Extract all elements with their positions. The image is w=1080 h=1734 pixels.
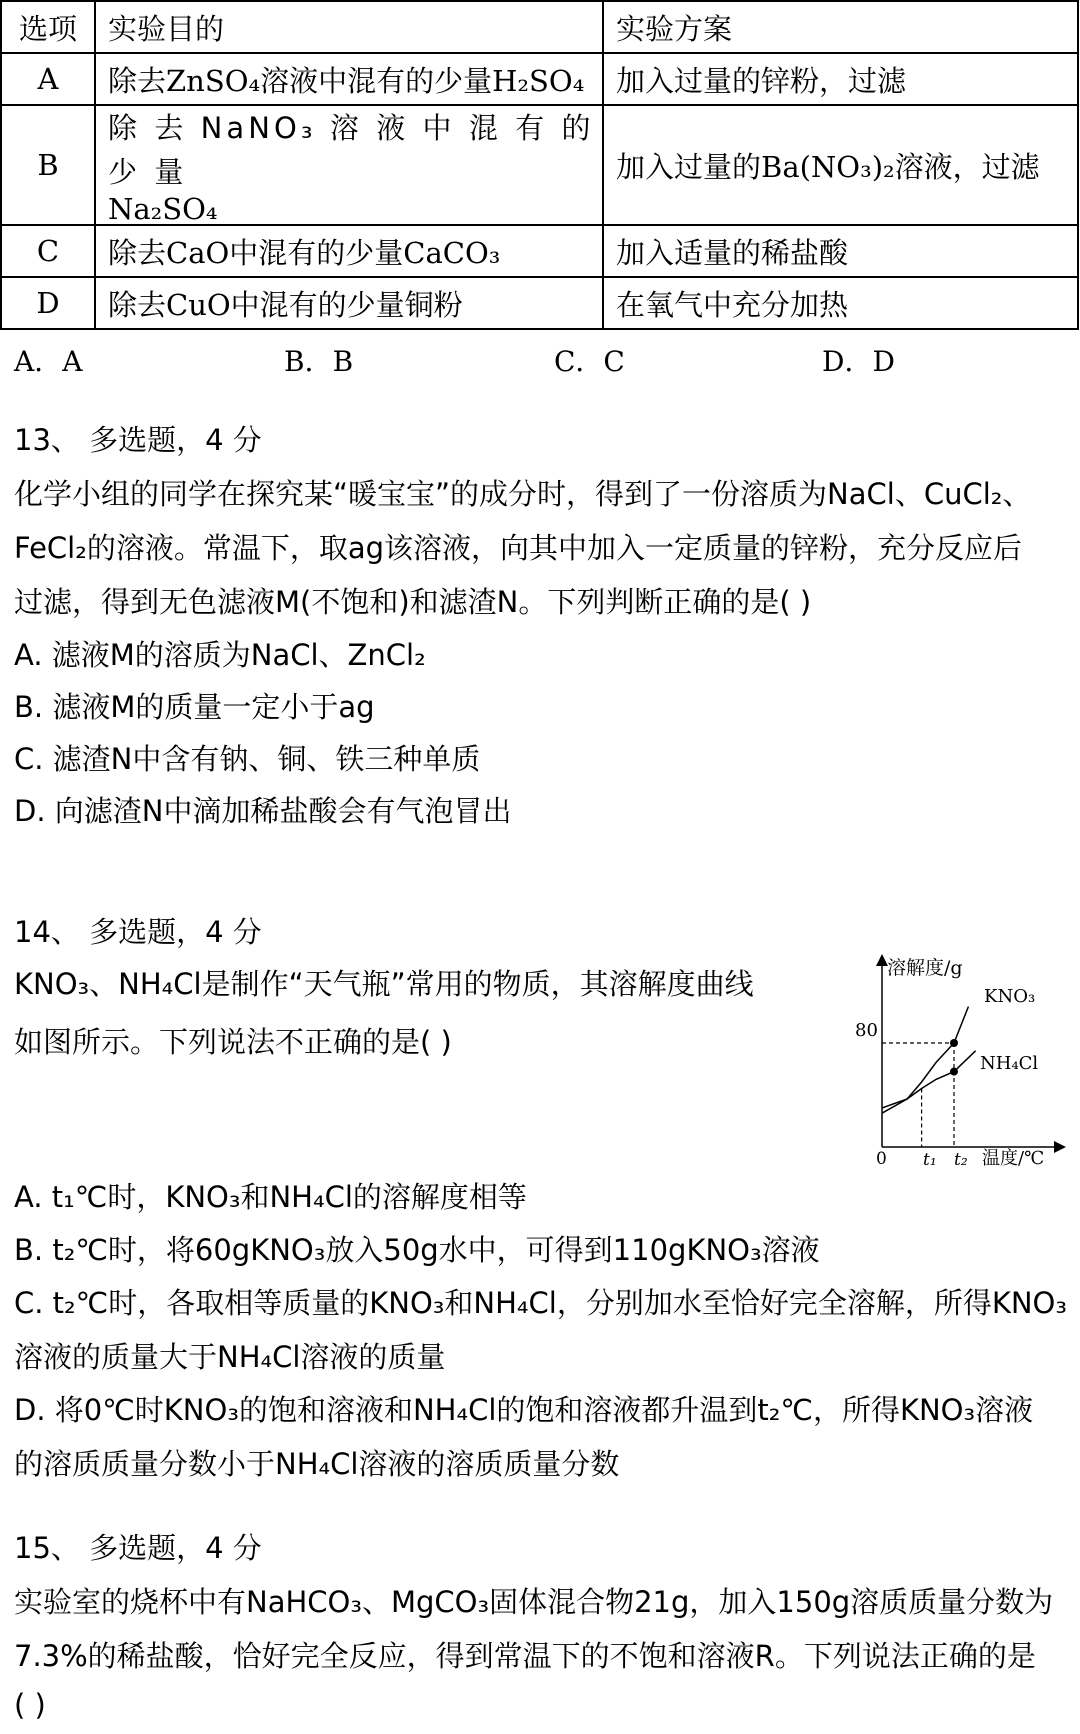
series-label-nh4cl: NH₄Cl [980, 1053, 1039, 1074]
chart-guides [882, 1043, 954, 1147]
x-axis-label: 温度/℃ [982, 1148, 1045, 1169]
row-purpose: 除去CuO中混有的少量铜粉 [95, 277, 603, 329]
table-row [1, 225, 1078, 277]
chem-formula: H₂SO₄ [492, 63, 585, 98]
q14-stem-line: KNO₃、NH₄Cl是制作“天气瓶”常用的物质，其溶解度曲线 [14, 967, 754, 1001]
q13-stem-line: 过滤，得到无色滤液M(不饱和)和滤渣N。下列判断正确的是( ) [14, 585, 812, 619]
chem-formula: CuO [166, 287, 231, 322]
series-label-kno3: KNO₃ [984, 986, 1036, 1007]
row-purpose: 除 去 NaNO₃ 溶 液 中 混 有 的 少 量 Na₂SO₄ [95, 105, 603, 225]
q15-stem-line: 7.3%的稀盐酸，恰好完全反应，得到常温下的不饱和溶液R。下列说法正确的是 [14, 1639, 1036, 1673]
q12-option-d[interactable]: D．D [822, 345, 895, 378]
q13-option-a[interactable]: A. 滤液M的溶质为NaCl、ZnCl₂ [14, 638, 426, 672]
q12-option-c[interactable]: C．C [554, 345, 625, 378]
q13-stem-line: FeCl₂的溶液。常温下，取ag该溶液，向其中加入一定质量的锌粉，充分反应后 [14, 531, 1023, 565]
row-option: C [1, 225, 95, 277]
row-option: A [1, 53, 95, 105]
row-method: 加入过量的锌粉，过滤 [603, 53, 1078, 105]
curve-kno3 [882, 1007, 968, 1114]
y-axis-label: 溶解度/g [887, 957, 963, 979]
x-tick-label-t1: t₁ [923, 1150, 937, 1170]
q14-option-d-cont: 的溶质质量分数小于NH₄Cl溶液的溶质质量分数 [14, 1447, 620, 1481]
q13-header: 13、 多选题，4 分 [14, 423, 262, 457]
q14-header: 14、 多选题，4 分 [14, 915, 262, 949]
table-row [1, 105, 1078, 225]
row-method: 在氧气中充分加热 [603, 277, 1078, 329]
q15-stem-line: ( ) [14, 1688, 46, 1722]
table-row [1, 277, 1078, 329]
header-purpose: 实验目的 [95, 1, 603, 53]
chem-formula: Ba(NO₃)₂ [761, 149, 895, 184]
chem-formula: CaCO₃ [403, 235, 501, 270]
q14-option-c[interactable]: C. t₂℃时，各取相等质量的KNO₃和NH₄Cl，分别加水至恰好完全溶解，所得KNO₃ [14, 1286, 1068, 1320]
data-point [950, 1039, 958, 1047]
row-option: D [1, 277, 95, 329]
header-method: 实验方案 [603, 1, 1078, 53]
q14-option-b[interactable]: B. t₂℃时，将60gKNO₃放入50g水中，可得到110gKNO₃溶液 [14, 1233, 820, 1267]
chem-formula: ZnSO₄ [166, 63, 261, 98]
q15-header: 15、 多选题，4 分 [14, 1531, 262, 1565]
curve-nh4cl [882, 1051, 976, 1108]
origin-label: 0 [876, 1149, 887, 1169]
q14-option-c-cont: 溶液的质量大于NH₄Cl溶液的质量 [14, 1340, 446, 1374]
row-method: 加入适量的稀盐酸 [603, 225, 1078, 277]
q14-option-d[interactable]: D. 将0℃时KNO₃的饱和溶液和NH₄Cl的饱和溶液都升温到t₂℃，所得KNO₃溶液 [14, 1393, 1034, 1427]
chem-formula: CaO [166, 235, 230, 270]
row-purpose: 除去ZnSO₄溶液中混有的少量H₂SO₄ [95, 53, 603, 105]
q13-option-b[interactable]: B. 滤液M的质量一定小于ag [14, 690, 375, 724]
q14-stem-line: 如图所示。下列说法不正确的是( ) [14, 1025, 452, 1059]
solubility-chart [855, 952, 1067, 1170]
q12-option-a[interactable]: A．A [14, 345, 83, 378]
q13-option-c[interactable]: C. 滤渣N中含有钠、铜、铁三种单质 [14, 742, 481, 776]
header-option: 选项 [1, 1, 95, 53]
data-point [950, 1068, 958, 1076]
q13-stem-line: 化学小组的同学在探究某“暖宝宝”的成分时，得到了一份溶质为NaCl、CuCl₂、 [14, 477, 1032, 511]
chart-series [882, 1007, 976, 1114]
row-option: B [1, 105, 95, 225]
q14-option-a[interactable]: A. t₁℃时，KNO₃和NH₄Cl的溶解度相等 [14, 1180, 527, 1214]
table-row [1, 53, 1078, 105]
q13-option-d[interactable]: D. 向滤渣N中滴加稀盐酸会有气泡冒出 [14, 794, 512, 828]
y-tick-label: 80 [855, 1020, 878, 1041]
q15-stem-line: 实验室的烧杯中有NaHCO₃、MgCO₃固体混合物21g，加入150g溶质质量分数为 [14, 1585, 1054, 1619]
table-header-row [1, 1, 1078, 53]
experiment-table [0, 0, 1079, 330]
row-purpose: 除去CaO中混有的少量CaCO₃ [95, 225, 603, 277]
x-tick-label-t2: t₂ [954, 1150, 968, 1170]
q12-option-b[interactable]: B．B [284, 345, 354, 378]
row-method: 加入过量的Ba(NO₃)₂溶液，过滤 [603, 105, 1078, 225]
